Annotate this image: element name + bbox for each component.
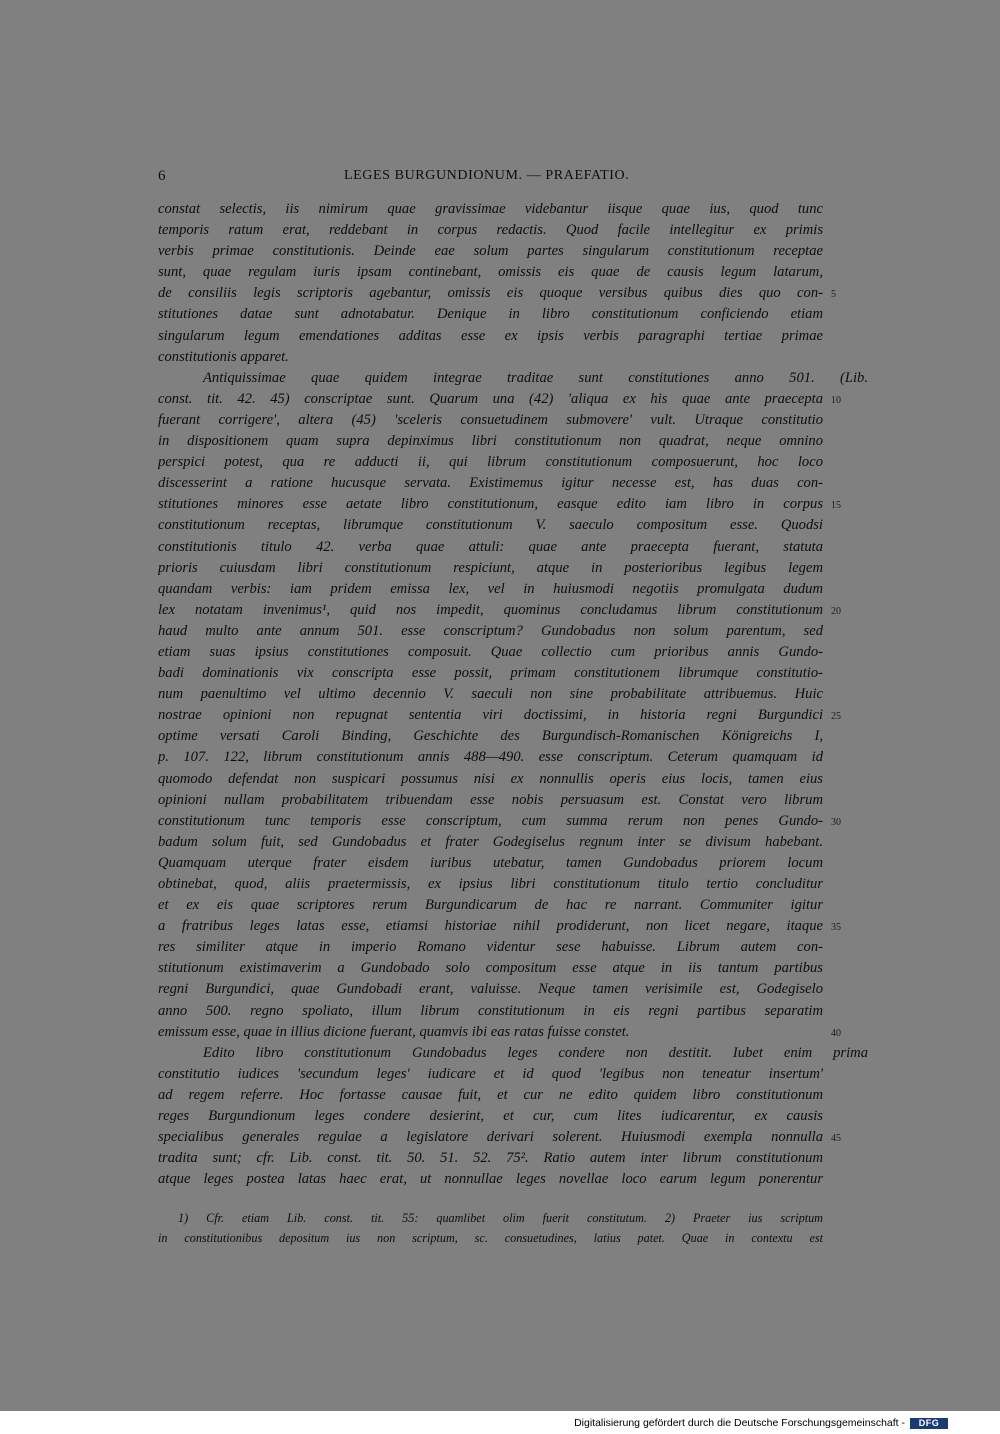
text-line <box>158 895 823 916</box>
line-text: anno 500. regno spoliato, illum librum constitutionum in eis regni partibus separatim <box>158 1002 823 1019</box>
line-text: fuerant corrigere', altera (45) 'sceleris consuetudinem submovere' vult. Utraque constitutio <box>158 411 823 428</box>
text-line <box>158 916 841 937</box>
text-line <box>158 1085 823 1106</box>
line-text: discesserint a ratione hucusque servata. Existimemus igitur necesse est, has duas con- <box>158 475 823 492</box>
text-line <box>158 747 823 768</box>
line-text: prioris cuiusdam libri constitutionum respiciunt, atque in posterioribus legibus legem <box>158 559 823 576</box>
line-text: res similiter atque in imperio Romano videntur sese habuisse. Librum autem con- <box>158 939 823 956</box>
text-line <box>158 958 823 979</box>
line-text: badi dominationis vix conscripta esse possit, primam constitutionem librumque constitutio- <box>158 665 823 682</box>
line-text: num paenultimo vel ultimo decennio V. saeculi non sine probabilitate attribuemus. Huic <box>158 686 823 703</box>
text-line <box>158 705 841 726</box>
line-number: 30 <box>831 816 841 828</box>
text-line <box>158 1064 823 1085</box>
text-line <box>158 220 823 241</box>
line-text: Antiquissimae quae quidem integrae traditae sunt constitutiones anno 501. (Lib. <box>203 369 868 386</box>
line-text: constitutionum receptas, librumque constitutionum V. saeculo compositum esse. Quodsi <box>158 517 823 534</box>
text-line <box>158 368 868 389</box>
line-text: a fratribus leges latas esse, etiamsi historiae nihil prodiderunt, non licet negare, itaque <box>158 918 823 935</box>
footnote-line: in constitutionibus depositum ius non scriptum, sc. consuetudines, latius patet. Quae in contextu est <box>158 1231 823 1245</box>
line-text: stitutiones datae sunt adnotabatur. Denique in libro constitutionum conficiendo etiam <box>158 306 823 323</box>
line-text: const. tit. 42. 45) conscriptae sunt. Quarum una (42) 'aliqua ex his quae ante praecepta <box>158 390 823 407</box>
text-line <box>158 1001 823 1022</box>
line-text: sunt, quae regulam iuris ipsam continebant, omissis eis quae de causis legum latarum, <box>158 264 823 281</box>
line-text: optime versati Caroli Binding, Geschichte des Burgundisch-Romanischen Königreichs I, <box>158 728 823 745</box>
line-text: badum solum fuit, sed Gundobadus et frater Godegiselus regnum inter se divisum habebant. <box>158 833 823 850</box>
line-text: quomodo defendat non suspicari possumus nisi ex nonnullis operis eius locis, tamen eius <box>158 770 823 787</box>
line-text: atque leges postea latas haec erat, ut nonnullae leges novellae loco earum legum ponerentur <box>158 1171 823 1188</box>
text-line <box>158 874 823 895</box>
text-line <box>158 558 823 579</box>
text-line <box>158 663 823 684</box>
text-line <box>158 1106 823 1127</box>
text-line <box>158 1043 868 1064</box>
line-text: singularum legum emendationes additas esse ex ipsis verbis paragraphi tertiae primae <box>158 327 823 344</box>
line-text: Edito libro constitutionum Gundobadus leges condere non destitit. Iubet enim prima <box>203 1044 868 1061</box>
line-text: constitutionum tunc temporis esse conscriptum, cum summa rerum non penes Gundo- <box>158 812 823 829</box>
text-line <box>158 494 841 515</box>
line-number: 20 <box>831 605 841 617</box>
line-text: reges Burgundionum leges condere desierint, et cur, cum lites iudicarentur, ex causis <box>158 1108 823 1125</box>
line-text: constitutionis titulo 42. verba quae attuli: quae ante praecepta fuerant, statuta <box>158 538 823 555</box>
text-line <box>158 283 836 304</box>
text-line <box>158 347 823 368</box>
text-line <box>158 937 823 958</box>
text-line <box>158 410 823 431</box>
line-text: in dispositionem quam supra depinximus libri constitutionum non quadrat, neque omnino <box>158 433 823 450</box>
line-text: verbis primae constitutionis. Deinde eae solum partes singularum constitutionum receptae <box>158 243 823 260</box>
line-text: ad regem referre. Hoc fortasse causae fuit, et cur ne edito quidem libro constitutionum <box>158 1086 823 1103</box>
footnote-line: 1) Cfr. etiam Lib. const. tit. 55: quamlibet olim fuerit constitutum. 2) Praeter ius scriptum <box>178 1211 823 1225</box>
text-line <box>158 769 823 790</box>
line-text: obtinebat, quod, aliis praetermissis, ex ipsius libri constitutionum titulo tertio concluditur <box>158 876 823 892</box>
text-line <box>158 979 823 1000</box>
line-text: specialibus generales regulae a legislatore derivari solerent. Huiusmodi exempla nonnulla <box>158 1129 823 1146</box>
line-text: constitutionis apparet. <box>158 348 289 365</box>
text-line <box>158 389 841 410</box>
line-text: emissum esse, quae in illius dicione fuerant, quamvis ibi eas ratas fuisse constet. <box>158 1023 630 1040</box>
text-line <box>158 642 823 663</box>
text-line <box>158 790 823 811</box>
line-text: temporis ratum erat, reddebant in corpus redactis. Quod facile intellegitur ex primis <box>158 222 823 239</box>
dfg-logo-icon: DFG <box>910 1418 948 1429</box>
line-text: p. 107. 122, librum constitutionum annis 488—490. esse conscriptum. Ceterum quamquam id <box>158 749 823 766</box>
line-text: regni Burgundici, quae Gundobadi erant, valuisse. Neque tamen verisimile est, Godegiselo <box>158 981 823 998</box>
text-line <box>158 811 841 832</box>
text-line <box>158 431 823 452</box>
line-text: de consiliis legis scriptoris agebantur, omissis eis quoque versibus quibus dies quo con- <box>158 285 823 302</box>
line-number: 35 <box>831 922 841 934</box>
text-line <box>158 1169 823 1190</box>
text-line <box>158 1127 841 1148</box>
text-line <box>158 600 841 621</box>
line-number: 10 <box>831 394 841 406</box>
line-number: 5 <box>831 289 836 301</box>
line-number: 15 <box>831 500 841 512</box>
text-line <box>158 452 823 473</box>
text-line <box>158 726 823 747</box>
digitization-credit <box>574 1417 948 1429</box>
text-line <box>158 832 823 853</box>
text-line <box>158 199 823 220</box>
footnotes <box>158 1208 823 1248</box>
text-line <box>158 684 823 705</box>
text-line <box>158 579 823 600</box>
line-text: opinioni nullam probabilitatem tribuendam esse nobis persuasum est. Constat vero librum <box>158 791 823 808</box>
line-text: et ex eis quae scriptores rerum Burgundicarum de hac re narrant. Communiter igitur <box>158 897 823 914</box>
line-text: perspici potest, qua re adducti ii, qui librum constitutionum composuerunt, hoc loco <box>158 454 823 471</box>
text-line <box>158 1022 841 1043</box>
line-text: constitutio iudices 'secundum leges' iudicare et id quod 'legibus non teneatur insertum' <box>158 1065 823 1082</box>
line-text: lex notatam invenimus¹, quid nos impedit, quominus concludamus librum constitutionum <box>158 601 823 618</box>
line-text: haud multo ante annum 501. esse conscriptum? Gundobadus non solum parentum, sed <box>158 622 823 639</box>
text-line <box>158 326 823 347</box>
line-number: 25 <box>831 711 841 723</box>
text-line <box>158 1148 823 1169</box>
line-text: etiam suas ipsius constitutiones composuit. Quae collectio cum prioribus annis Gundo- <box>158 643 823 660</box>
line-text: constat selectis, iis nimirum quae gravissimae videbantur iisque quae ius, quod tunc <box>158 201 823 217</box>
text-line <box>158 537 823 558</box>
line-number: 45 <box>831 1133 841 1145</box>
line-text: tradita sunt; cfr. Lib. const. tit. 50. 51. 52. 75². Ratio autem inter librum constitutionum <box>158 1150 823 1167</box>
text-line <box>158 241 823 262</box>
text-line <box>158 304 823 325</box>
credit-text: Digitalisierung gefördert durch die Deutsche Forschungsgemeinschaft - <box>574 1417 905 1429</box>
text-line <box>158 515 823 536</box>
line-text: stitutiones minores esse aetate libro constitutionum, easque edito iam libro in corpus <box>158 496 823 513</box>
body-text <box>158 199 868 1190</box>
text-line <box>158 262 823 283</box>
line-text: stitutionum existimaverim a Gundobado solo compositum esse atque in iis tantum partibus <box>158 960 823 977</box>
line-text: Quamquam uterque frater eisdem iuribus utebatur, tamen Gundobadus priorem locum <box>158 854 823 871</box>
text-line <box>158 621 823 642</box>
running-head: LEGES BURGUNDIONUM. — PRAEFATIO. <box>344 168 630 183</box>
line-text: nostrae opinioni non repugnat sententia viri doctissimi, in historia regni Burgundici <box>158 707 823 724</box>
text-line <box>158 853 823 874</box>
line-number: 40 <box>831 1027 841 1039</box>
page-number: 6 <box>158 168 166 184</box>
text-line <box>158 473 823 494</box>
line-text: quandam verbis: iam pridem emissa lex, vel in huiusmodi negotiis promulgata dudum <box>158 580 823 597</box>
